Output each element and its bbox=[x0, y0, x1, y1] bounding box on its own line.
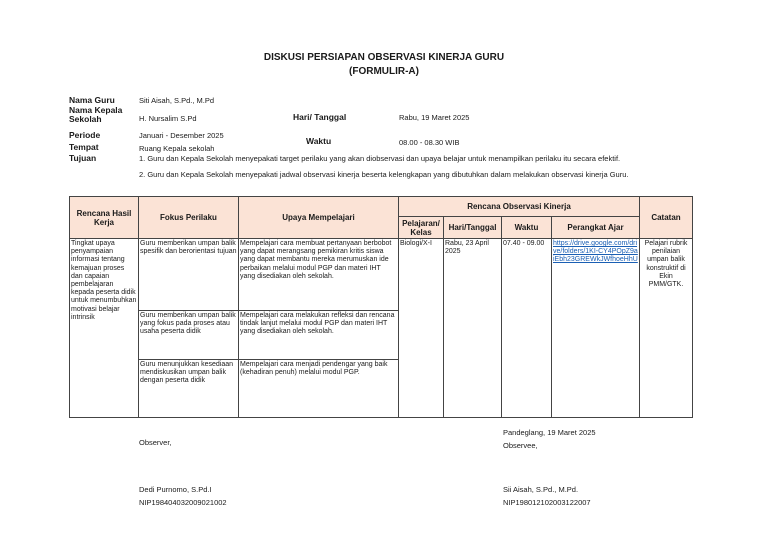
header-pelajaran-kelas: Pelajaran/ Kelas bbox=[399, 217, 444, 239]
fokus-item-1: Guru memberikan umpan balik spesifik dan berorientasi tujuan bbox=[140, 240, 237, 256]
catatan-text: Pelajari rubrik penilaian umpan balik konstruktif di Ekin PMM/GTK. bbox=[644, 240, 688, 289]
observee-label: Observee, bbox=[503, 441, 538, 450]
hari-tanggal-value: Rabu, 19 Maret 2025 bbox=[399, 113, 470, 122]
hari-tanggal-label: Hari/ Tanggal bbox=[293, 112, 347, 122]
cell-perangkat-ajar bbox=[552, 239, 640, 418]
nama-guru-label: Nama Guru bbox=[69, 95, 115, 105]
header-rencana-observasi: Rencana Observasi Kinerja bbox=[399, 197, 640, 217]
nama-guru-value: Siti Aisah, S.Pd., M.Pd bbox=[139, 96, 215, 105]
cell-rencana-hasil bbox=[70, 239, 139, 418]
perangkat-ajar-link[interactable]: https://drive.google.com/drive/folders/1KI-CY4POpZ9aiEbh23GREWkJWfhoeHhU bbox=[553, 240, 638, 264]
cell-catatan bbox=[640, 239, 693, 418]
upaya-item-3: Mempelajari cara menjadi pendengar yang baik (kehadiran penuh) melalui modul PGP. bbox=[239, 359, 398, 377]
kepala-value: H. Nursalim S.Pd bbox=[139, 114, 197, 123]
header-catatan: Catatan bbox=[640, 197, 693, 239]
observer-label: Observer, bbox=[139, 438, 172, 447]
hari-tanggal-text: Rabu, 23 April 2025 bbox=[445, 240, 489, 256]
waktu-value: 08.00 - 08.30 WIB bbox=[399, 138, 460, 147]
observee-name: Sii Aisah, S.Pd., M.Pd. bbox=[503, 485, 579, 494]
fokus-item-2: Guru memberikan umpan balik yang fokus pada proses atau usaha peserta didik bbox=[139, 310, 238, 359]
tujuan-label: Tujuan bbox=[69, 153, 97, 163]
upaya-item-1: Mempelajari cara membuat pertanyaan berbobot yang dapat merangsang pemikiran kritis siswa yang dapat membantu mereka merumuskan ide perbaikan melalui modul PGP dan materi IHT yang disediakan oleh sekolah. bbox=[240, 240, 392, 280]
kepala-label-1: Nama Kepala bbox=[69, 105, 123, 115]
pelajaran-kelas-text: Biologi/X-I bbox=[400, 240, 432, 247]
fokus-item-3: Guru menunjukkan kesediaan mendiskusikan umpan balik dengan peserta didik bbox=[139, 359, 238, 386]
waktu-label: Waktu bbox=[306, 136, 332, 146]
header-hari-tanggal: Hari/Tanggal bbox=[444, 217, 502, 239]
periode-value: Januari - Desember 2025 bbox=[139, 131, 224, 140]
header-rencana-hasil: Rencana Hasil Kerja bbox=[70, 197, 139, 239]
waktu-text: 07.40 - 09.00 bbox=[503, 240, 545, 247]
tujuan-2: 2. Guru dan Kepala Sekolah menyepakati jadwal observasi kinerja beserta kelengkapan yang dibutuhkan dalam melakukan observasi kinerja Guru. bbox=[139, 170, 629, 179]
cell-fokus-perilaku bbox=[139, 239, 239, 418]
observer-name: Dedi Purnomo, S.Pd.I bbox=[139, 485, 212, 494]
tempat-label: Tempat bbox=[69, 142, 99, 152]
cell-pelajaran-kelas bbox=[399, 239, 444, 418]
observation-table bbox=[69, 196, 693, 418]
header-waktu: Waktu bbox=[502, 217, 552, 239]
place-date: Pandeglang, 19 Maret 2025 bbox=[503, 428, 596, 437]
header-upaya-mempelajari: Upaya Mempelajari bbox=[239, 197, 399, 239]
cell-waktu bbox=[502, 239, 552, 418]
page-title: DISKUSI PERSIAPAN OBSERVASI KINERJA GURU bbox=[263, 52, 505, 63]
cell-upaya-mempelajari bbox=[239, 239, 399, 418]
tempat-value: Ruang Kepala sekolah bbox=[139, 144, 215, 153]
kepala-label-2: Sekolah bbox=[69, 114, 102, 124]
upaya-item-2: Mempelajari cara melakukan refleksi dan rencana tindak lanjut melalui modul PGP dan materi IHT yang disediakan oleh sekolah. bbox=[239, 310, 398, 359]
cell-hari-tanggal bbox=[444, 239, 502, 418]
tujuan-1: 1. Guru dan Kepala Sekolah menyepakati target perilaku yang akan diobservasi dan upaya belajar untuk menampilkan perilaku itu secara efektif. bbox=[139, 154, 621, 163]
header-fokus-perilaku: Fokus Perilaku bbox=[139, 197, 239, 239]
header-perangkat-ajar: Perangkat Ajar bbox=[552, 217, 640, 239]
rencana-hasil-text: Tingkat upaya penyampaian informasi tentang kemajuan proses dan capaian pembelajaran kepada peserta didik untuk menumbuhkan motivasi belajar intrinsik bbox=[71, 240, 137, 321]
observee-nip: NIP198012102003122007 bbox=[503, 498, 591, 507]
observer-nip: NIP198404032009021002 bbox=[139, 498, 227, 507]
page-subtitle: (FORMULIR-A) bbox=[349, 66, 419, 77]
periode-label: Periode bbox=[69, 130, 101, 140]
